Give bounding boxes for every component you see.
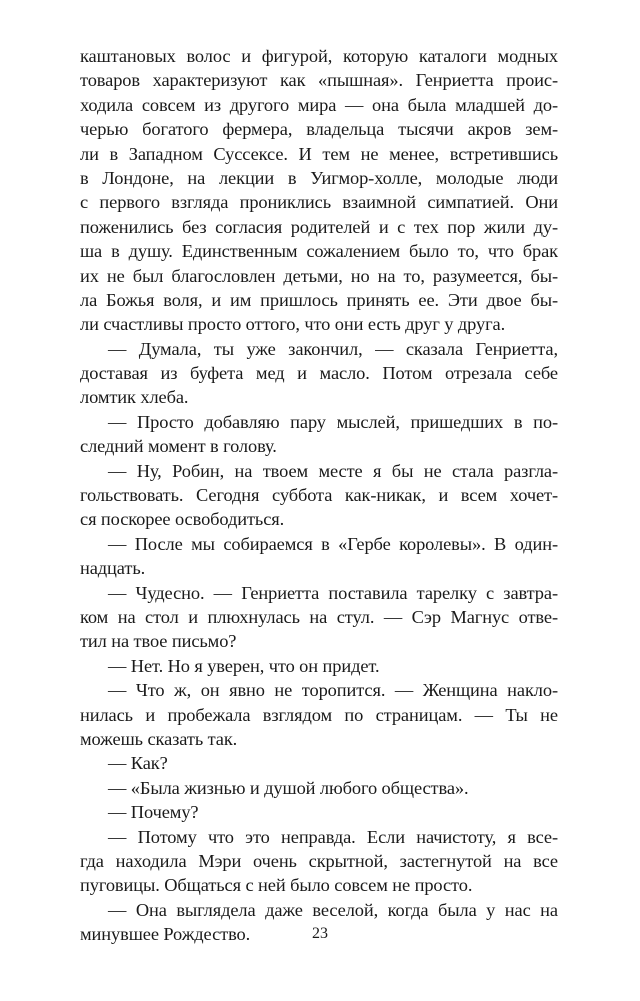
text-line: ходила совсем из другого мира — она была младшей до- <box>80 94 558 115</box>
text-line: поженились без согласия родителей и с тех пор жили ду- <box>80 216 558 237</box>
text-line: черью богатого фермера, владельца тысячи акров зем- <box>80 119 558 140</box>
text-line: — Нет. Но я уверен, что он придет. <box>108 655 380 676</box>
text-line: — Думала, ты уже закончил, — сказала Генриетта, <box>108 338 558 359</box>
text-line: ломтик хлеба. <box>80 387 189 408</box>
text-line: — Ну, Робин, на твоем месте я бы не стала разгла- <box>108 460 558 481</box>
text-line: ли счастливы просто оттого, что они есть друг у друга. <box>80 314 506 335</box>
text-line: каштановых волос и фигурой, которую каталоги модных <box>80 46 558 66</box>
text-line: — Она выглядела даже веселой, когда была у нас на <box>108 899 558 920</box>
text-line: — После мы собираемся в «Гербе королевы». В один- <box>108 533 558 554</box>
text-line: ся поскорее освободиться. <box>80 509 285 530</box>
text-line: тил на твое письмо? <box>80 631 237 652</box>
text-line: — Как? <box>108 753 168 774</box>
text-line: гольствовать. Сегодня суббота как-никак, и всем хочет- <box>80 485 558 506</box>
text-line: ла Божья воля, и им пришлось принять ее. Эти двое бы- <box>80 289 558 310</box>
text-line: нилась и пробежала взглядом по страницам. — Ты не <box>80 704 558 725</box>
text-line: можешь сказать так. <box>80 728 238 749</box>
page-body <box>80 44 558 946</box>
text-line: — Что ж, он явно не торопится. — Женщина накло- <box>108 680 558 701</box>
page-number: 23 <box>312 925 328 942</box>
text-line: в Лондоне, на лекции в Уигмор-холле, молодые люди <box>80 167 558 188</box>
text-line: — Просто добавляю пару мыслей, пришедших в по- <box>108 411 558 432</box>
text-line: гда находила Мэри очень скрытной, застегнутой на все <box>80 850 558 871</box>
text-line: — Почему? <box>108 802 199 823</box>
text-line: — «Была жизнью и душой любого общества». <box>108 777 469 798</box>
text-line: с первого взгляда прониклись взаимной симпатией. Они <box>80 192 558 213</box>
text-line: доставая из буфета мед и масло. Потом отрезала себе <box>80 363 558 384</box>
text-line: ша в душу. Единственным сожалением было то, что брак <box>80 241 558 262</box>
text-line: их не был благословлен детьми, но на то, разумеется, бы- <box>80 265 558 286</box>
text-line: — Потому что это неправда. Если начистоту, я все- <box>108 826 558 847</box>
text-line: ли в Западном Суссексе. И тем не менее, встретившись <box>80 143 558 164</box>
text-line: — Чудесно. — Генриетта поставила тарелку с завтра- <box>108 582 558 603</box>
text-line: товаров характеризуют как «пышная». Генриетта проис- <box>80 70 558 91</box>
text-line: ком на стол и плюхнулась на стул. — Сэр Магнус отве- <box>80 606 558 627</box>
text-line: минувшее Рождество. <box>80 924 251 945</box>
text-line: пуговицы. Общаться с ней было совсем не просто. <box>80 875 473 896</box>
text-line: надцать. <box>80 558 146 579</box>
text-line: следний момент в голову. <box>80 436 277 457</box>
